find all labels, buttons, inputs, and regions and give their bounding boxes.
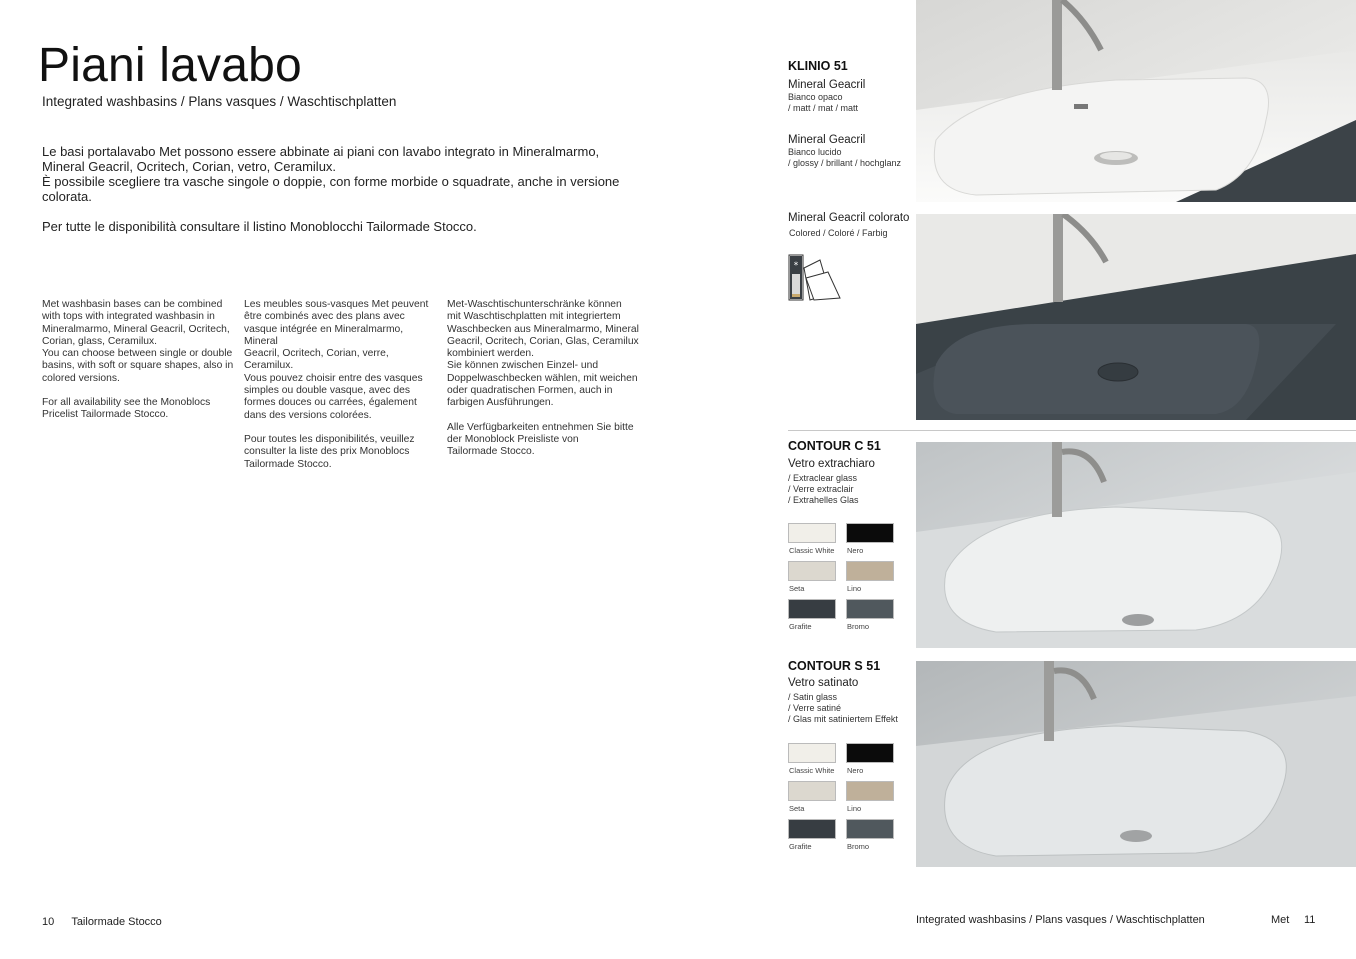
intro-line: colorata. [42,189,92,204]
text-line: Corian, glass, Ceramilux. [42,335,158,347]
swatch-label: Classic White [789,766,835,775]
intro-text [42,144,642,249]
material-label: Vetro satinato [788,677,859,689]
finish-label [788,692,898,725]
material-label: Mineral Geacril colorato [788,212,910,224]
swatch-label: Bromo [847,622,870,631]
photo-contour-s [916,661,1356,867]
text-line: Geacril, Ocritech, Corian, verre, Ceramilux. [244,348,389,372]
text-line: / Verre satiné [788,703,842,713]
text-line: Tailormade Stocco. [447,446,535,458]
text-line: / Glas mit satiniertem Effekt [788,714,898,724]
text-line: / Verre extraclair [788,484,854,494]
finish-label: Bianco lucido / glossy / brillant / hochglanz [788,147,902,168]
text-line: Waschbecken aus Mineralmarmo, Mineral [447,323,639,335]
color-swatch [788,561,836,581]
col-block [447,422,642,459]
swatch-label: Lino [847,584,862,593]
text-line: Tailormade Stocco. [244,458,332,470]
finish-label [788,473,859,506]
text-line: consulter la liste des prix Monoblocs [244,446,410,458]
text-line: Doppelwaschbecken wählen, mit weichen [447,372,638,384]
material-label: Mineral Geacril [788,79,866,91]
text-line: simples ou double vasque, avec des [244,385,410,397]
material-label: Vetro extrachiaro [788,458,875,470]
text-line: Met-Waschtischunterschränke können [447,299,622,310]
col-block [447,299,642,410]
text-line: der Monoblock Preisliste von [447,433,579,445]
color-swatch [788,523,836,543]
left-page-footer [42,916,162,928]
text-line: vasque intégrée en Mineralmarmo, Mineral [244,323,404,347]
text-line: kombiniert werden. [447,348,534,360]
page-number: 11 [1304,914,1316,926]
intro-line: Mineral Geacril, Ocritech, Corian, vetro, Ceramilux. [42,159,337,174]
column-french [244,299,439,483]
page-subtitle: Integrated washbasins / Plans vasques / Waschtischplatten [42,94,397,109]
text-line: oder quadratischen Formen, auch in [447,385,613,397]
text-line: mit Waschtischplatten mit integriertem [447,311,621,323]
text-line: You can choose between single or double [42,348,233,360]
color-swatch [846,523,894,543]
col-block [42,299,237,385]
swatch-grid-contour-s [788,743,908,858]
footer-brand: Tailormade Stocco [71,916,162,928]
photo-klinio-white [916,0,1356,202]
swatch-label: Nero [847,546,864,555]
product-name-contour-c: CONTOUR C 51 [788,439,881,453]
text-line: dans des versions colorées. [244,409,372,421]
text-line: / Extraclear glass [788,473,858,483]
col-block [244,434,439,471]
photo-klinio-colored [916,214,1356,420]
color-swatch [846,819,894,839]
section-divider [788,430,1356,431]
svg-text:*: * [793,261,799,271]
color-swatch [788,819,836,839]
col-block [244,299,439,422]
text-line: formes douces ou carrées, également [244,397,417,409]
column-english [42,299,237,434]
color-fan-icon [788,254,842,302]
intro-line: Le basi portalavabo Met possono essere abbinate ai piani con lavabo integrato in Mineralmarmo, [42,144,600,159]
color-swatch [846,599,894,619]
text-line: Met washbasin bases can be combined [42,299,223,310]
footer-brand: Met [1271,914,1290,926]
text-line: Geacril, Ocritech, Corian, Glas, Ceramilux [447,335,639,347]
color-swatch [846,743,894,763]
text-line: être combinés avec des plans avec [244,311,405,323]
swatch-label: Classic White [789,546,835,555]
intro-line: È possibile scegliere tra vasche singole o doppie, con forme morbide o squadrate, anche in versione [42,174,620,189]
text-line: / Extrahelles Glas [788,495,859,505]
text-line: Alle Verfügbarkeiten entnehmen Sie bitte [447,421,634,433]
swatch-label: Seta [789,804,805,813]
color-swatch [788,781,836,801]
product-name-klinio: KLINIO 51 [788,59,848,73]
product-name-contour-s: CONTOUR S 51 [788,659,881,673]
col-block [42,397,237,422]
text-line: For all availability see the Monoblocs [42,397,211,409]
swatch-label: Grafite [789,622,812,631]
column-german [447,299,642,471]
swatch-label: Lino [847,804,862,813]
swatch-label: Grafite [789,842,812,851]
text-line: farbigen Ausführungen. [447,397,554,409]
finish-label: Colored / Coloré / Farbig [789,228,888,238]
text-line: Sie können zwischen Einzel- und [447,360,599,372]
text-line: Pour toutes les disponibilités, veuillez [244,433,415,445]
text-line: with tops with integrated washbasin in [42,311,215,323]
text-line: basins, with soft or square shapes, also in [42,360,234,372]
finish-label: Bianco opaco / matt / mat / matt [788,92,859,113]
swatch-label: Nero [847,766,864,775]
swatch-label: Bromo [847,842,870,851]
page-number: 10 [42,916,55,928]
text-line: / Satin glass [788,692,838,702]
material-label: Mineral Geacril [788,134,866,146]
color-swatch [788,743,836,763]
text-line: Mineralmarmo, Mineral Geacril, Ocritech, [42,323,230,335]
text-line: Pricelist Tailormade Stocco. [42,409,169,421]
swatch-grid-contour-c [788,523,908,638]
text-line: colored versions. [42,372,120,384]
text-line: Vous pouvez choisir entre des vasques [244,372,423,384]
intro-availability: Per tutte le disponibilità consultare il listino Monoblocchi Tailormade Stocco. [42,219,477,234]
color-swatch [788,599,836,619]
swatch-label: Seta [789,584,805,593]
photo-contour-c [916,442,1356,648]
color-swatch [846,561,894,581]
text-line: Les meubles sous-vasques Met peuvent [244,299,429,310]
right-page-caption: Integrated washbasins / Plans vasques / Waschtischplatten [916,914,1205,926]
page-title: Piani lavabo [38,39,302,92]
color-swatch [846,781,894,801]
